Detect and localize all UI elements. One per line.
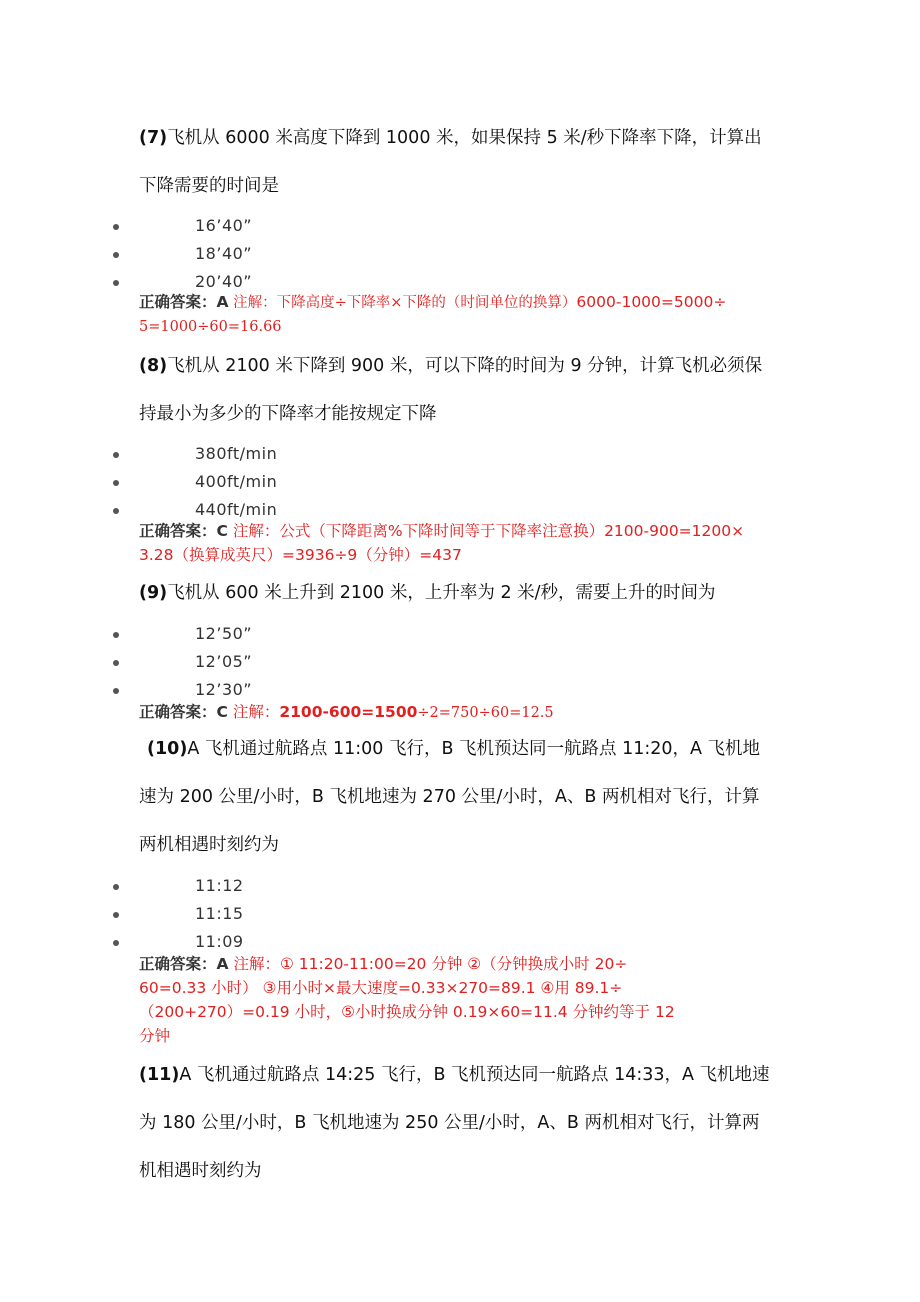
bullet-icon [113, 660, 119, 666]
q9-option-2[interactable]: 12’05” [0, 648, 920, 676]
q7-option-2[interactable]: 18’40” [0, 240, 920, 268]
question-8 [139, 342, 789, 438]
q7-option-3[interactable]: 20’40” [0, 268, 920, 296]
question-10 [147, 725, 792, 773]
q8-answer: 正确答案：C 注解：公式（下降距离%下降时间等于下降率注意换）2100-900=1200× 3.28（换算成英尺）=3936÷9（分钟）=437 [139, 522, 745, 564]
question-9-number: (9) [139, 583, 168, 603]
bullet-icon [113, 480, 119, 486]
question-9 [139, 569, 789, 617]
question-11-line-3: 机相遇时刻约为 [139, 1161, 262, 1181]
question-7 [139, 114, 789, 210]
bullet-icon [113, 688, 119, 694]
q9-option-3[interactable]: 12’30” [0, 676, 920, 704]
bullet-icon [113, 884, 119, 890]
bullet-icon [113, 912, 119, 918]
q9-answer: 正确答案：C 注解：2100-600=1500÷2=750÷60=12.5 [139, 703, 554, 721]
question-10-line-1: (10)A 飞机通过航路点 11:00 飞行，B 飞机预达同一航路点 11:20，A 飞机地 [147, 739, 761, 759]
bullet-icon [113, 508, 119, 514]
question-10-cont [139, 773, 789, 869]
question-11 [139, 1051, 789, 1195]
bullet-icon [113, 452, 119, 458]
bullet-icon [113, 224, 119, 230]
q10-answer: 正确答案：A 注解：① 11:20-11:00=20 分钟 ②（分钟换成小时 20÷ 60=0.33 小时） ③用小时×最大速度=0.33×270=89.1 ④用 89.1÷ （200+270）=0.19 小时，⑤小时换成分钟 0.19×60=11.4 分钟约等于 12 分钟 [139, 955, 675, 1045]
bullet-icon [113, 940, 119, 946]
question-10-line-2: 速为 200 公里/小时，B 飞机地速为 270 公里/小时，A、B 两机相对飞行，计算 [139, 787, 760, 807]
question-8-number: (8) [139, 356, 168, 376]
question-7-line-2: 下降需要的时间是 [139, 176, 279, 196]
q10-option-1[interactable]: 11:12 [0, 872, 920, 900]
question-9-line-1: (9)飞机从 600 米上升到 2100 米，上升率为 2 米/秒，需要上升的时间为 [139, 583, 716, 603]
q10-option-2[interactable]: 11:15 [0, 900, 920, 928]
q10-option-3[interactable]: 11:09 [0, 928, 920, 956]
q8-option-3[interactable]: 440ft/min [0, 496, 920, 524]
q7-option-1[interactable]: 16’40” [0, 212, 920, 240]
bullet-icon [113, 252, 119, 258]
question-11-line-2: 为 180 公里/小时，B 飞机地速为 250 公里/小时，A、B 两机相对飞行，计算两 [139, 1113, 760, 1133]
question-11-number: (11) [139, 1065, 180, 1085]
q9-option-1[interactable]: 12’50” [0, 620, 920, 648]
question-10-line-3: 两机相遇时刻约为 [139, 835, 279, 855]
bullet-icon [113, 632, 119, 638]
bullet-icon [113, 280, 119, 286]
q8-option-1[interactable]: 380ft/min [0, 440, 920, 468]
question-7-line-1: (7)飞机从 6000 米高度下降到 1000 米，如果保持 5 米/秒下降率下降，计算出 [139, 128, 762, 148]
q7-answer: 正确答案：A 注解：下降高度÷下降率×下降的（时间单位的换算）6000-1000=5000÷ 5=1000÷60=16.66 [139, 293, 727, 335]
question-7-number: (7) [139, 128, 168, 148]
q8-option-2[interactable]: 400ft/min [0, 468, 920, 496]
question-8-line-1: (8)飞机从 2100 米下降到 900 米，可以下降的时间为 9 分钟，计算飞机必须保 [139, 356, 763, 376]
question-8-line-2: 持最小为多少的下降率才能按规定下降 [139, 404, 437, 424]
question-10-number: (10) [147, 739, 188, 759]
question-11-line-1: (11)A 飞机通过航路点 14:25 飞行，B 飞机预达同一航路点 14:33，A 飞机地速 [139, 1065, 770, 1085]
